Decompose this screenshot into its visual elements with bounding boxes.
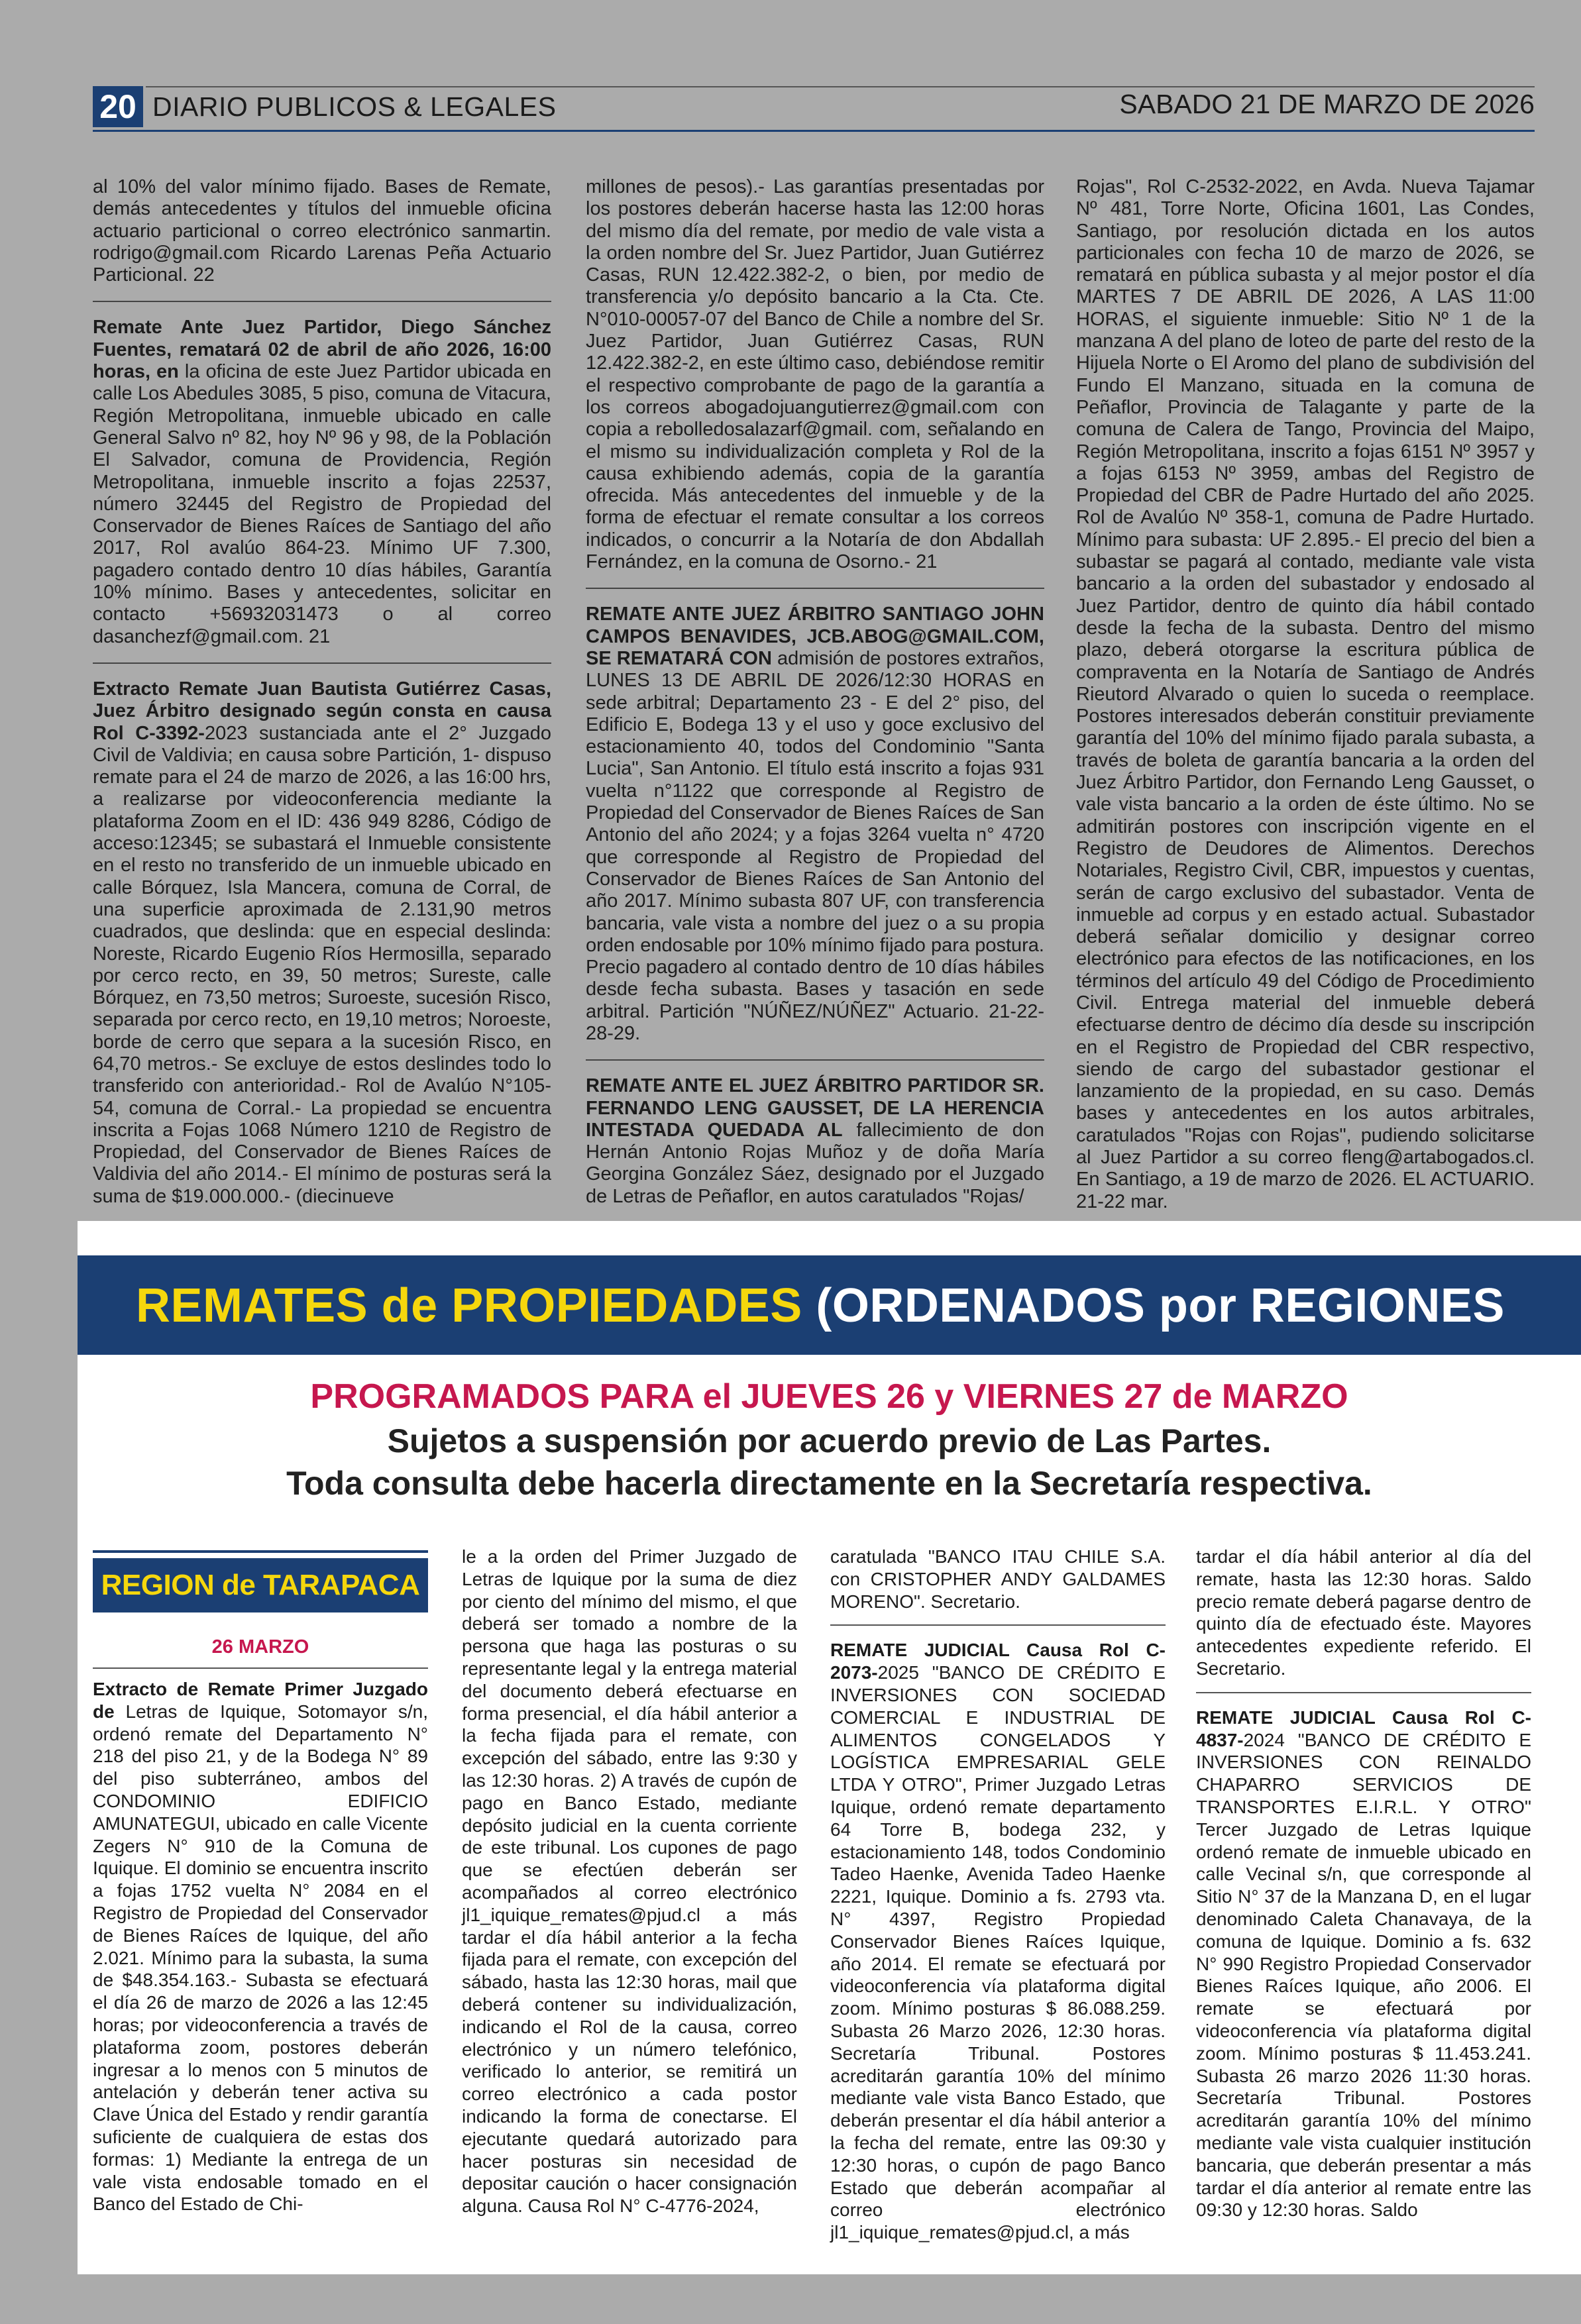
notice	[586, 604, 1044, 1045]
notice-divider	[586, 1059, 1044, 1061]
notice-divider	[586, 588, 1044, 589]
notice-text: le a la orden del Primer Juzgado de Letras de Iquique por la suma de diez por ciento del mínimo del mismo, el que deberá ser tomado a nombre de la persona que haga las posturas o su representante legal y la entrega material del documento deberá efectuarse en forma presencial, el día hábil anterior a la fecha fijada para el remate, con excepción del sábado, entre las 9:30 y las 12:30 horas. 2) A través de cupón de pago en Banco Estado, mediante depósito judicial en la cuenta corriente de este tribunal. Los cupones de pago que se efectúen deberán ser acompañados al correo electrónico jl1_iquique_remates@pjud.cl a más tardar el día hábil anterior a la fecha fijada para el remate, con excepción del sábado, hasta las 12:30 horas, mail que deberá contener su individualización, indicando el Rol de la causa, correo electrónico y un número telefónico, verificado lo anterior, se remitirá un correo electrónico a cada postor indicando la forma de conectarse. El ejecutante quedará autorizado para hacer posturas sin necesidad de depositar caución o hacer consignación alguna. Causa Rol N° C-4776-2024,	[462, 1546, 797, 2217]
notice-body: 2025 "BANCO DE CRÉDITO E INVERSIONES CON SOCIEDAD COMERCIAL E INDUSTRIAL DE ALIMENTOS CONGELADOS Y LOGÍSTICA EMPRESARIAL GELE LTDA Y OTRO", Primer Juzgado Letras Iquique, ordenó remate departamento 64 Torre B, bodega 232, y estacionamiento 148, todos Condominio Tadeo Haenke, Avenida Tadeo Haenke 2221, Iquique. Dominio a fs. 2793 vta. N° 4397, Registro Propiedad Conservador Bienes Raíces Iquique, año 2014. El remate se efectuará por videoconferencia vía plataforma digital zoom. Mínimo posturas $ 86.088.259. Subasta 26 Marzo 2026, 12:30 horas. Secretaría Tribunal. Postores acreditarán garantía 10% del mínimo mediante vale vista Banco Estado, que deberán presentar el día hábil anterior a la fecha del remate, entre las 09:30 y 12:30 horas, o cupón de pago Banco Estado que deberán acompañar al correo electrónico jl1_iquique_remates@pjud.cl, a más	[830, 1662, 1166, 2243]
notice-divider	[93, 301, 551, 302]
region-label: REGION de TARAPACA	[93, 1558, 428, 1612]
publication-name: DIARIO PUBLICOS & LEGALES	[152, 91, 557, 122]
page-number: 20	[93, 86, 143, 127]
notice-text: millones de pesos).- Las garantías presentadas por los postores deberán hacerse hasta las 12:00 horas del mismo día del remate, por medio de vale vista a la orden nombre del Sr. Juez Partidor, Juan Gutiérrez Casas, RUN 12.422.382-2, o bien, por medio de transferencia y/o depósito bancario a la Cta. Cte. N°010-00057-07 del Banco de Chile a nombre del Sr. Juez Partidor, Juan Gutiérrez Casas, RUN 12.422.382-2, en este último caso, debiéndose remitir el respectivo comprobante de pago de la garantía a los correos abogadojuangutierrez@gmail.com con copia a rebolledosalazarf@gmail. com, señalando en el mismo su individualización completa y Rol de la causa exhibiendo además, copia de la garantía ofrecida. Más antecedentes del inmueble y de la forma de efectuar el remate consultar a los correos indicados, o concurrir a la Notaría de don Abdallah Fernández, en la comuna de Osorno.- 21	[586, 176, 1044, 573]
publication-date: SABADO 21 DE MARZO DE 2026	[1119, 89, 1535, 119]
banner-title-highlight: REMATES de PROPIEDADES	[136, 1279, 802, 1332]
notice-text: caratulada "BANCO ITAU CHILE S.A. con CRISTOPHER ANDY GALDAMES MORENO". Secretario.	[830, 1546, 1166, 1612]
lower-column-3	[830, 1546, 1166, 2244]
notice-heading: REMATE ANTE JUEZ ÁRBITRO SANTIAGO JOHN CAMPOS BENAVIDES, JCB.ABOG@GMAIL.COM, SE REMATARÁ CON	[586, 604, 1044, 669]
section-banner-title	[136, 1279, 1505, 1333]
lower-column-2	[462, 1546, 797, 2217]
header-top-rule	[146, 86, 1535, 87]
notice-heading: REMATE JUDICIAL Causa Rol C-4837-	[1196, 1707, 1531, 1750]
notice-body: admisión de postores extraños, LUNES 13 DE ABRIL DE 2026/12:30 HORAS en sede arbitral; Departamento 23 - E del 2° piso, del Edificio E, Bodega 13 y el uso y goce exclusivo del estacionamiento 40, todos del Condominio "Santa Lucia", San Antonio. El título está inscrito a fojas 931 vuelta n°1122 que corresponde al Registro de Propiedad del Conservador de Bienes Raíces de San Antonio del año 2024; y a fojas 3264 vuelta n° 4720 que corresponde al Registro de Propiedad del Conservador de Bienes Raíces de San Antonio del año 2017. Mínimo subasta 807 UF, con transferencia bancaria, vale vista a nombre del juez o a su propia orden endosable por 10% mínimo fijado para postura. Precio pagadero al contado dentro de 10 días hábiles desde fecha subasta. Bases y tasación en sede arbitral. Partición "NÚÑEZ/NÚÑEZ" Actuario. 21-22-28-29.	[586, 647, 1044, 1044]
region-date: 26 MARZO	[211, 1636, 309, 1658]
notice-body: Letras de Iquique, Sotomayor s/n, ordenó remate del Departamento N° 218 del piso 21, y de la Bodega N° 89 del piso subterráneo, ambos del CONDOMINIO EDIFICIO AMUNATEGUI, ubicado en calle Vicente Zegers N° 910 de la Comuna de Iquique. El dominio se encuentra inscrito a fojas 1752 vuelta N° 2084 en el Registro de Propiedad del Conservador de Bienes Raíces de Iquique, del año 2.021. Mínimo para la subasta, la suma de $48.354.163.- Subasta se efectuará el día 26 de marzo de 2026 a las 12:45 horas; por videoconferencia a través de plataforma zoom, postores deberán ingresar a lo menos con 5 minutos de antelación y deberán tener activa su Clave Única del Estado y rendir garantía suficiente de cualquiera de estas dos formas: 1) Mediante la entrega de un vale vista endosable tomado en el Banco del Estado de Chi-	[93, 1701, 428, 2215]
notice-body: 2023 sustanciada ante el 2° Juzgado Civil de Valdivia; en causa sobre Partición, 1- dispuso remate para el 24 de marzo de 2026, a las 16:00 hrs, a realizarse por videoconferencia mediante la plataforma Zoom en el ID: 436 949 8286, Código de acceso:12345; se subastará el Inmueble consistente en el resto no transferido de un inmueble ubicado en calle Bórquez, Isla Mancera, comuna de Corral, de una superficie aproximada de 2.131,90 metros cuadrados, que deslinda: que en especial deslinda: Noreste, Ricardo Eugenio Ríos Hermosilla, separado por cerco recto, en 39, 50 metros; Sureste, calle Bórquez, en 73,50 metros; Suroeste, sucesión Risco, separada por cerco recto, en 19,10 metros; Noroeste, borde de cerro que separa a la sucesión Risco, en 64,70 metros.- Se excluye de estos deslindes todo lo transferido con anterioridad.- Rol de Avalúo N°105-54, comuna de Corral.- La propiedad se encuentra inscrita a Fojas 1068 Número 1210 de Registro de Propiedad, del Conservador de Bienes Raíces de Valdivia del año 2014.- El mínimo de posturas será la suma de $19.000.000.- (diecinueve	[93, 722, 552, 1207]
notice-divider	[830, 1624, 1166, 1626]
notice-heading: Remate Ante Juez Partidor, Diego Sánchez Fuentes, rematará 02 de abril de año 2026, 16:00 horas, en	[93, 317, 551, 383]
schedule-subtitle: PROGRAMADOS PARA el JUEVES 26 y VIERNES 27 de MARZO	[310, 1377, 1348, 1416]
notice-heading: REMATE JUDICIAL Causa Rol C-2073-	[830, 1640, 1166, 1683]
column-3	[1076, 176, 1535, 1243]
notice-body: fallecimiento de don Hernán Antonio Rojas Muñoz y de doña María Georgina González Sáez, designado por el Juzgado de Letras de Peñaflor, en autos caratulados "Rojas/	[586, 1119, 1045, 1207]
notice-body: 2024 "BANCO DE CRÉDITO E INVERSIONES CON REINALDO CHAPARRO SERVICIOS DE TRANSPORTES E.I.R.L. Y OTRO" Tercer Juzgado de Letras Iquique ordenó remate de inmueble ubicado en calle Vecinal s/n, que corresponde al Sitio N° 37 de la Manzana D, en el lugar denominado Caleta Chanavaya, de la comuna de Iquique. Dominio a fs. 632 N° 990 Registro Propiedad Conservador Bienes Raíces Iquique, año 2006. El remate se efectuará por videoconferencia vía plataforma digital zoom. Mínimo posturas $ 11.453.241. Subasta 26 marzo 2026 11:30 horas. Secretaría Tribunal. Postores acreditarán garantía 10% del mínimo mediante vale vista cualquier institución bancaria, que deberán presentar a más tardar el día anterior al remate entre las 09:30 y 12:30 horas. Saldo	[1196, 1729, 1531, 2221]
notice-text: Rojas", Rol C-2532-2022, en Avda. Nueva Tajamar Nº 481, Torre Norte, Oficina 1601, Las Condes, Santiago, por resolución dictada en los autos particionales con fecha 10 de marzo de 2026, se rematará en pública subasta y al mejor postor el día MARTES 7 DE ABRIL DE 2026, A LAS 11:00 HORAS, el siguiente inmueble: Sitio Nº 1 de la manzana A del plano de loteo de parte del resto de la Hijuela Norte o El Aromo del plano de subdivisión del Fundo El Manzano, situada en la comuna de Peñaflor, Provincia de Talagante y parte de la comuna de Calera de Tango, Provincia del Maipo, Región Metropolitana, inscrito a fojas 6151 Nº 3957 y a fojas 6153 Nº 3959, ambas del Registro de Propiedad del CBR de Padre Hurtado del año 2025. Rol de Avalúo Nº 358-1, comuna de Padre Hurtado. Mínimo para subasta: UF 2.895.- El precio del bien a subastar se pagará al contado, mediante vale vista bancario a la orden del subastador y endosado al Juez Partidor, dentro de quinto día hábil contado desde la fecha de la subasta. Dentro del mismo plazo, deberá otorgarse la escritura pública de compraventa en la Notaría de Santiago de Andrés Rieutord Alvarado o quien lo suceda o reemplace. Postores interesados deberán constituir previamente garantía del 10% del mínimo fijado parala subasta, a través de boleta de garantía bancaria a la orden del Juez Árbitro Partidor, don Fernando Leng Gausset, o vale vista bancario a la orden de éste último. No se admitirán postores con inscripción vigente en el Registro de Deudores de Alimentos. Derechos Notariales, Registro Civil, CBR, impuestos y cuentas, serán de cargo exclusivo del subastador. Venta de inmueble ad corpus y en estado actual. Subastador deberá señalar domicilio y designar correo electrónico para efectos de las notificaciones, en los términos del artículo 49 del Código de Procedimiento Civil. Entrega material del inmueble deberá efectuarse dentro de décimo día desde su inscripción en el Registro de Propiedad del CBR respectivo, siendo de cargo del subastador gestionar el lanzamiento de la propiedad, en su caso. Demás bases y antecedentes en los autos arbitrales, caratulados "Rojas con Rojas", pudiendo solicitarse al Juez Partidor a su correo fleng@artabogados.cl. En Santiago, a 19 de marzo de 2026. EL ACTUARIO. 21-22 mar.	[1076, 176, 1535, 1212]
notice-body: la oficina de este Juez Partidor ubicada en calle Los Abedules 3085, 5 piso, comuna de Vitacura, Región Metropolitana, inmueble ubicado en calle General Salvo nº 82, hoy Nº 96 y 98, de la Población El Salvador, comuna de Providencia, Región Metropolitana, inmueble inscrito a fojas 22537, número 32445 del Registro de Propiedad del Conservador de Bienes Raíces de Santiago del año 2017, Rol avalúo 864-23. Mínimo UF 7.300, pagadero contado dentro 10 días hábiles, Garantía 10% mínimo. Bases y antecedentes, solicitar en contacto +56932031473 o al correo dasanchezf@gmail.com. 21	[93, 361, 551, 647]
notice-divider	[93, 662, 551, 664]
notice-heading: Extracto Remate Juan Bautista Gutiérrez Casas, Juez Árbitro designado según consta en causa Rol C-3392-	[93, 678, 551, 744]
column-1	[93, 176, 551, 1208]
region-date-rule	[93, 1667, 428, 1669]
notice	[830, 1639, 1166, 2244]
lower-column-4	[1196, 1546, 1531, 2221]
consultation-note: Toda consulta debe hacerla directamente en la Secretaría respectiva.	[286, 1465, 1372, 1502]
suspension-note: Sujetos a suspensión por acuerdo previo de Las Partes.	[387, 1422, 1272, 1459]
notice	[93, 1678, 428, 2215]
header-rule	[93, 130, 1535, 132]
notice	[93, 317, 551, 647]
lower-column-1	[93, 1678, 428, 2215]
notice-text: tardar el día hábil anterior al día del remate, hasta las 12:30 horas. Saldo precio remate deberá pagarse dentro de quinto día de efectuado éste. Mayores antecedentes expediente referido. El Secretario.	[1196, 1546, 1531, 1679]
notice-divider	[1196, 1692, 1531, 1693]
notice	[1196, 1707, 1531, 2221]
notice-heading: Extracto de Remate Primer Juzgado de	[93, 1679, 428, 1722]
notice-heading: REMATE ANTE EL JUEZ ÁRBITRO PARTIDOR SR. FERNANDO LENG GAUSSET, DE LA HERENCIA INTESTADA QUEDADA AL	[586, 1075, 1044, 1141]
banner-title-rest: (ORDENADOS por REGIONES	[816, 1279, 1505, 1332]
column-2	[586, 176, 1044, 1208]
notice	[93, 678, 551, 1208]
notice	[586, 1075, 1044, 1208]
notice-text: al 10% del valor mínimo fijado. Bases de Remate, demás antecedentes y títulos del inmueble oficina actuario particional o correo electrónico sanmartin. rodrigo@gmail.com Ricardo Larenas Peña Actuario Particional. 22	[93, 176, 551, 286]
